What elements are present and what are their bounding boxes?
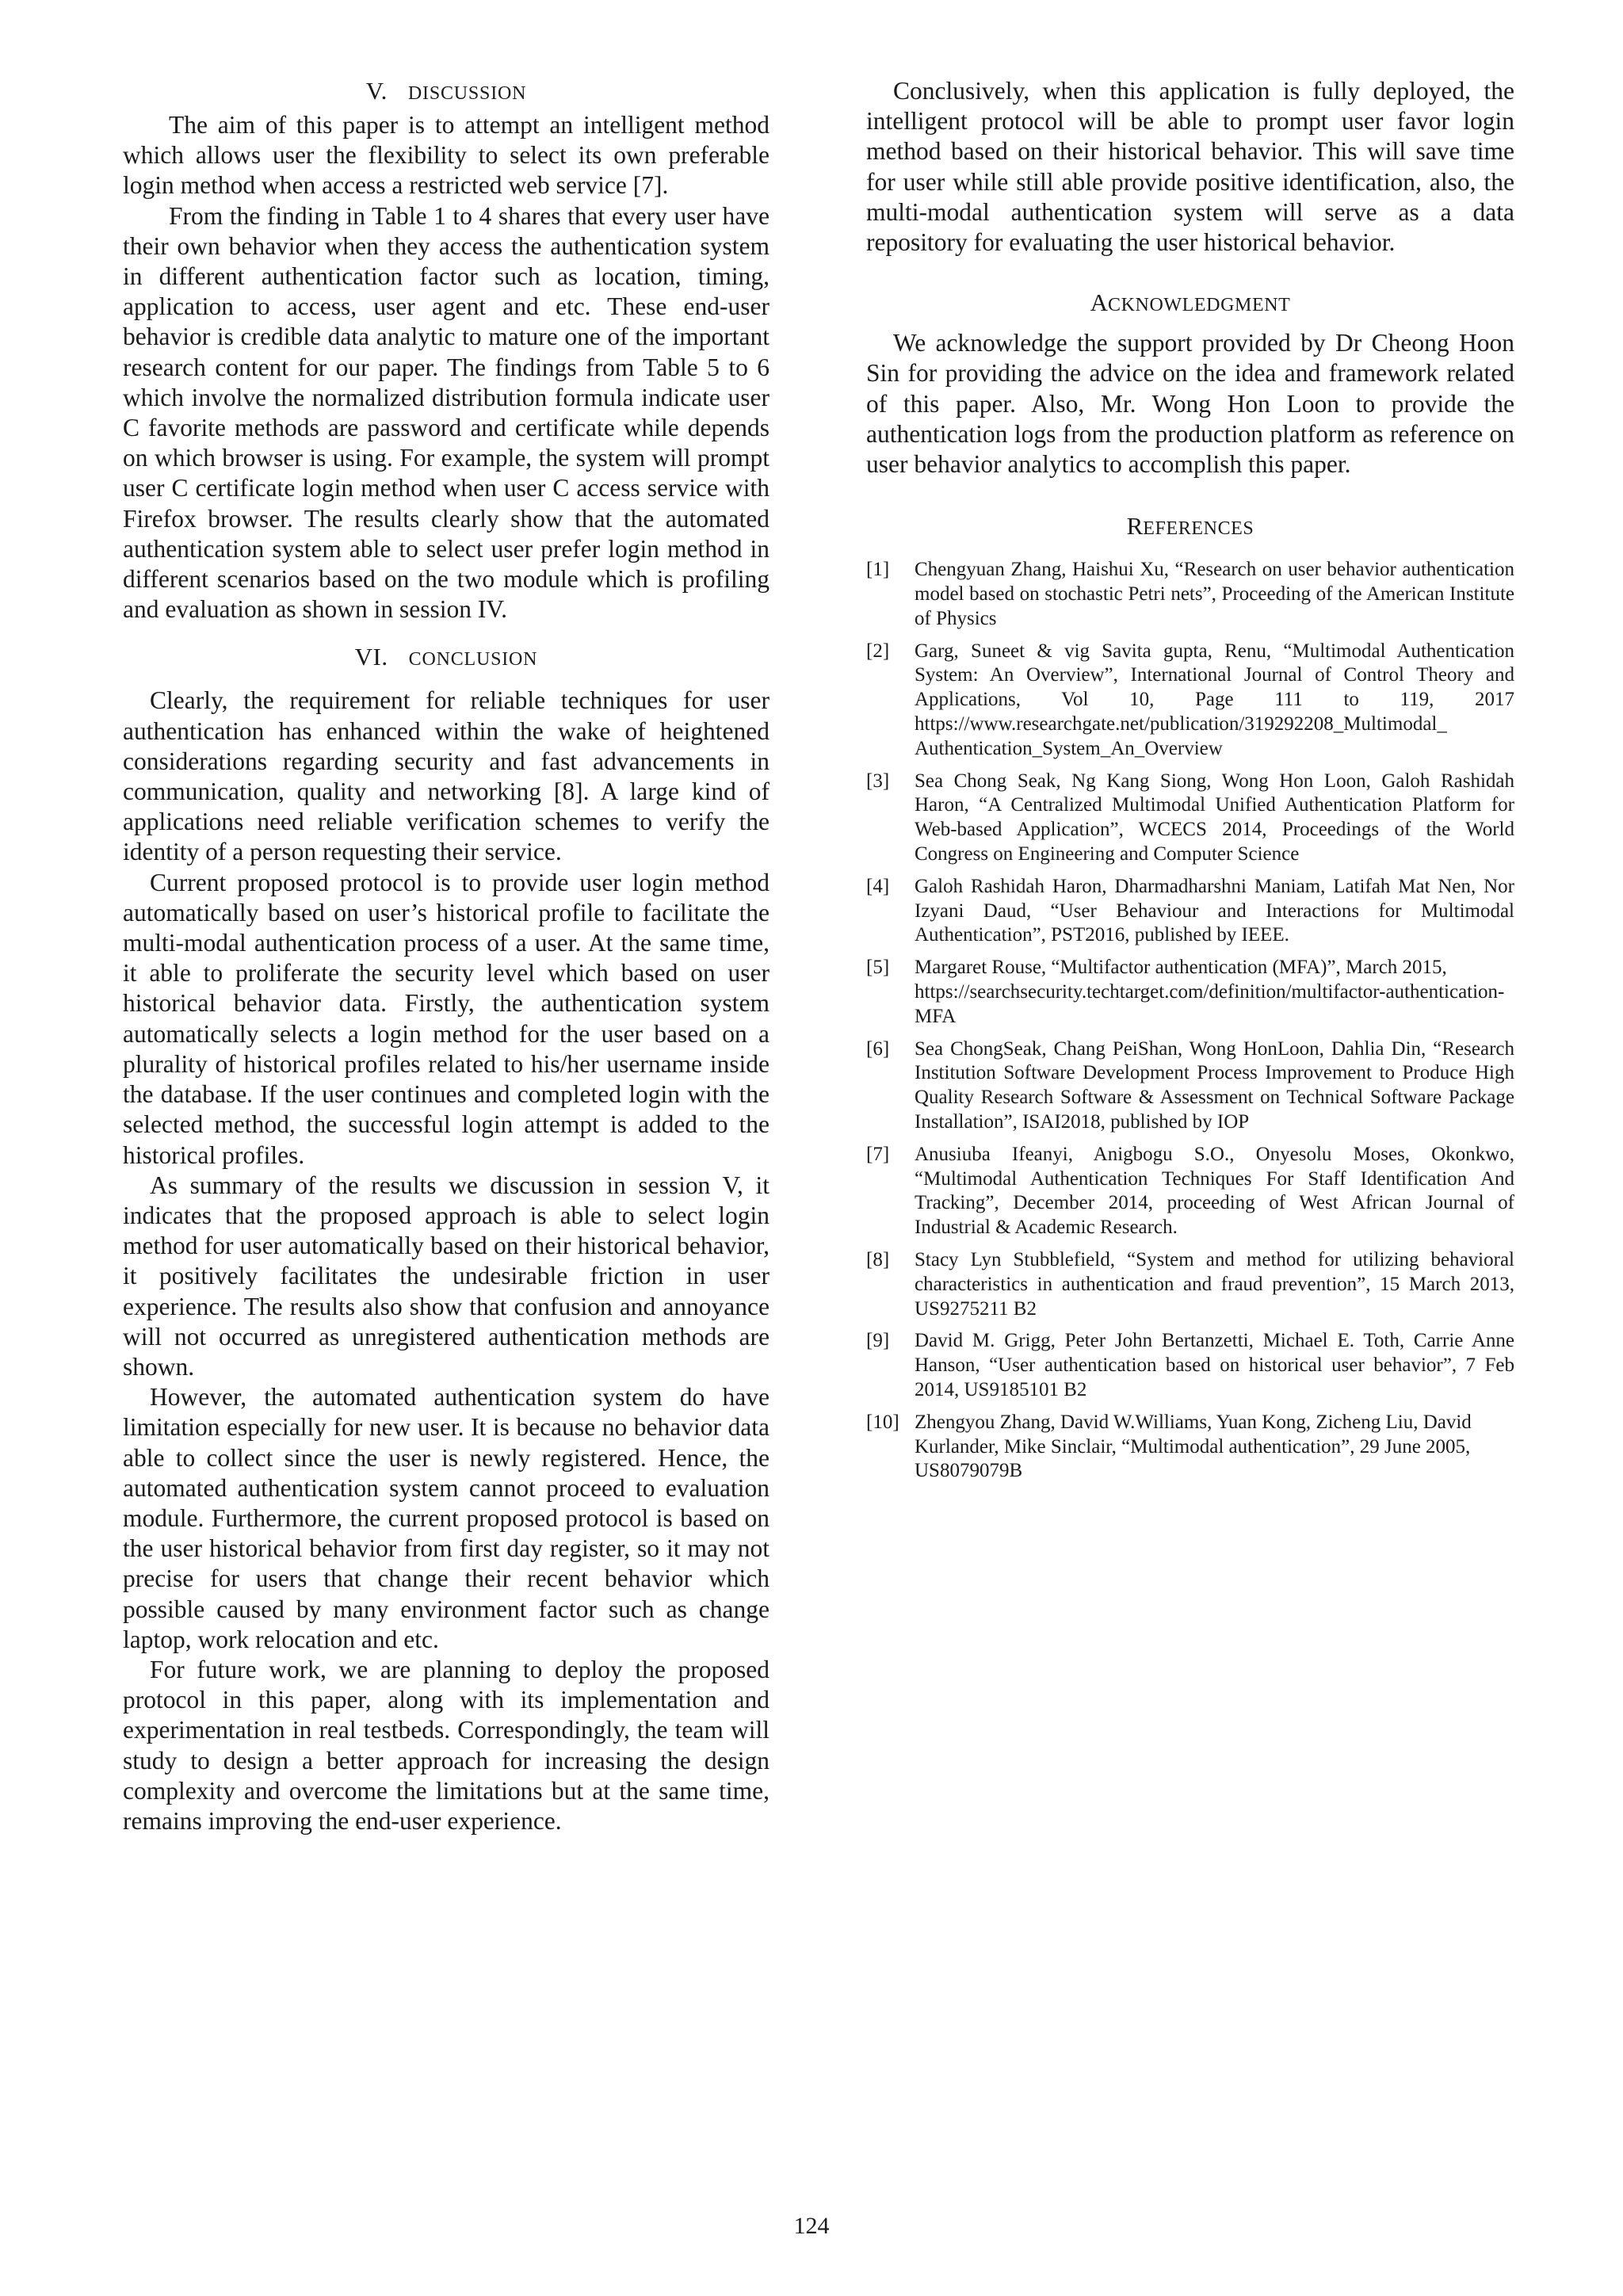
reference-text: David M. Grigg, Peter John Bertanzetti, Michael E. Toth, Carrie Anne Hanson, “User authentication based on historical user behavior”, 7 Feb 2014, US9185101 B2 [915,1330,1514,1400]
page-number: 124 [793,2213,830,2239]
reference-text: Sea Chong Seak, Ng Kang Siong, Wong Hon Loon, Galoh Rashidah Haron, “A Centralized Multimodal Unified Authentication Platform for Web-based Application”, WCECS 2014, Proceedings of the World Congress on Engineering and Computer Science [915,770,1514,865]
reference-item [866,875,1514,948]
conclusion-number: VI. [354,643,388,671]
reference-item [866,770,1514,867]
reference-number: [3] [866,770,890,792]
reference-text: Chengyuan Zhang, Haishui Xu, “Research on user behavior authentication model based on stochastic Petri nets”, Proceeding of the American Institute of Physics [915,559,1514,629]
reference-list [866,558,1514,1484]
reference-item [866,640,1514,762]
acknowledgment-paragraph: We acknowledge the support provided by Dr Cheong Hoon Sin for providing the advice on the idea and framework related of this paper. Also, Mr. Wong Hon Loon to provide the authentication logs from the production platform as reference on user behavior analytics to accomplish this paper. [866,329,1514,479]
reference-text: Garg, Suneet & vig Savita gupta, Renu, “Multimodal Authentication System: An Overview”, International Journal of Control Theory and Applications, Vol 10, Page 111 to 119, 2017 https://www.researchgate.net/publication/319292208_Multimodal_ Authentication_System_An_Overview [915,640,1514,759]
reference-text: Margaret Rouse, “Multifactor authentication (MFA)”, March 2015, https://searchsecurity.techtarget.com/definition/multifactor-authentication-MFA [915,957,1505,1027]
reference-item [866,1143,1514,1240]
conclusion-paragraph: Current proposed protocol is to provide user login method automatically based on user’s historical profile to facilitate the multi-modal authentication process of a user. At the same time, it able to proliferate the security level which based on user historical behavior data. Firstly, the authentication system automatically selects a login method for the user based on a plurality of historical profiles related to his/her username inside the database. If the user continues and completed login with the selected method, the successful login attempt is added to the historical profiles. [123,868,769,1169]
acknowledgment-heading [866,288,1514,320]
reference-text: Galoh Rashidah Haron, Dharmadharshni Maniam, Latifah Mat Nen, Nor Izyani Daud, “User Behaviour and Interactions for Multimodal Authentication”, PST2016, published by IEEE. [915,875,1514,946]
reference-item [866,1037,1514,1135]
references-title-cap: R [1126,512,1144,541]
discussion-paragraph: The aim of this paper is to attempt an intelligent method which allows user the flexibility to select its own preferable login method when access a restricted web service [7]. [123,111,769,200]
reference-item [866,1411,1514,1484]
reference-text: Sea ChongSeak, Chang PeiShan, Wong HonLoon, Dahlia Din, “Research Institution Software Development Process Improvement to Produce High Quality Research Software & Assessment on Technical Software Package Installation”, ISAI2018, published by IOP [915,1037,1514,1133]
reference-number: [9] [866,1330,890,1352]
acknowledgment-title-rest: CKNOWLEDGMENT [1107,295,1291,316]
reference-number: [1] [866,559,890,581]
reference-number: [5] [866,957,890,979]
reference-item [866,1329,1514,1402]
right-column [866,76,1514,1492]
conclusion-paragraph: For future work, we are planning to deploy the proposed protocol in this paper, along with its implementation and experimentation in real testbeds. Correspondingly, the team will study to design a better approach for increasing the design complexity and overcome the limitations but at the same time, remains improving the end-user experience. [123,1655,769,1835]
reference-item [866,956,1514,1029]
conclusion-heading [123,642,769,674]
reference-item [866,558,1514,631]
left-column [123,76,769,1836]
reference-number: [10] [866,1411,899,1433]
conclusion-paragraph: Clearly, the requirement for reliable techniques for user authentication has enhanced within the wake of heightened considerations regarding security and fast advancements in communication, quality and networking [8]. A large kind of applications need reliable verification schemes to verify the identity of a person requesting their service. [123,686,769,866]
acknowledgment-title-cap: A [1090,288,1108,317]
reference-text: Zhengyou Zhang, David W.Williams, Yuan Kong, Zicheng Liu, David Kurlander, Mike Sinclair, “Multimodal authentication”, 29 June 2005, US8079079B [915,1411,1472,1482]
conclusion-paragraph: However, the automated authentication system do have limitation especially for new user. It is because no behavior data able to collect since the user is newly registered. Hence, the automated authentication system cannot proceed to evaluation module. Furthermore, the current proposed protocol is based on the user historical behavior from first day register, so it may not precise for users that change their recent behavior which possible caused by many environment factor such as change laptop, work relocation and etc. [123,1383,769,1653]
discussion-heading [123,76,769,109]
reference-number: [2] [866,640,890,662]
discussion-number: V. [365,77,388,105]
reference-item [866,1248,1514,1321]
discussion-paragraph: From the finding in Table 1 to 4 shares that every user have their own behavior when they access the authentication system in different authentication factor such as location, timing, application to access, user agent and etc. These end-user behavior is credible data analytic to mature one of the important research content for our paper. The findings from Table 5 to 6 which involve the normalized distribution formula indicate user C favorite methods are password and certificate while depends on which browser is using. For example, the system will prompt user C certificate login method when user C access service with Firefox browser. The results clearly show that the automated authentication system able to select user prefer login method in different scenarios based on the two module which is profiling and evaluation as shown in session IV. [123,201,769,624]
reference-number: [7] [866,1143,890,1165]
reference-text: Anusiuba Ifeanyi, Anigbogu S.O., Onyesolu Moses, Okonkwo, “Multimodal Authentication Techniques For Staff Identification And Tracking”, December 2014, proceeding of West African Journal of Industrial & Academic Research. [915,1143,1514,1239]
conclusion-paragraph: As summary of the results we discussion in session V, it indicates that the proposed approach is able to select login method for user automatically based on their historical behavior, it positively facilitates the undesirable friction in user experience. The results also show that confusion and annoyance will not occurred as unregistered authentication methods are shown. [123,1171,769,1381]
discussion-title: DISCUSSION [407,83,527,104]
reference-number: [4] [866,875,890,897]
reference-number: [8] [866,1248,890,1270]
references-heading [866,511,1514,544]
reference-number: [6] [866,1037,890,1060]
references-title-rest: EFERENCES [1143,518,1254,540]
reference-text: Stacy Lyn Stubblefield, “System and method for utilizing behavioral characteristics in authentication and fraud prevention”, 15 March 2013, US9275211 B2 [915,1248,1514,1320]
conclusion-title: CONCLUSION [408,649,538,670]
conclusion-paragraph: Conclusively, when this application is fully deployed, the intelligent protocol will be able to prompt user favor login method based on their historical behavior. This will save time for user while still able provide positive identification, also, the multi-modal authentication system will serve as a data repository for evaluating the user historical behavior. [866,77,1514,257]
